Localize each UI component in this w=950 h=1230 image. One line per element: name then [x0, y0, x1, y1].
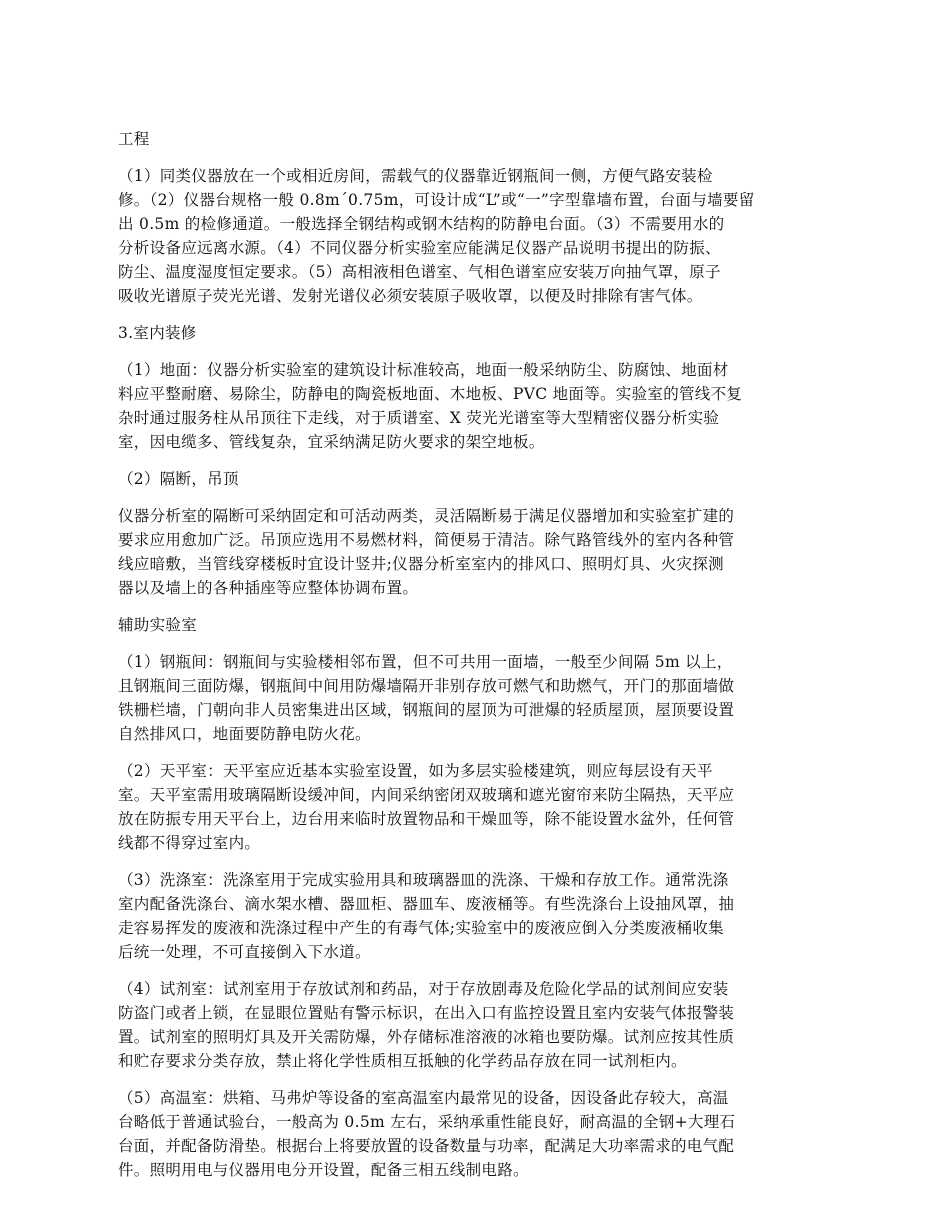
- text-line: （3）洗涤室：洗涤室用于完成实验用具和玻璃器皿的洗涤、干燥和存放工作。通常洗涤: [118, 871, 729, 889]
- text-line: 辅助实验室: [118, 616, 198, 634]
- heading-partition-ceiling: [118, 467, 832, 491]
- text-line: 放在防振专用天平台上，边台用来临时放置物品和干燥皿等，除不能设置水盆外，任何管: [118, 810, 735, 828]
- text-line: 铁栅栏墙，门朝向非人员密集进出区域，钢瓶间的屋顶为可泄爆的轻质屋顶，屋顶要设置: [118, 701, 735, 719]
- heading-engineering: [118, 127, 832, 151]
- text-line: 吸收光谱原子荧光光谱、发射光谱仪必须安装原子吸收罩，以便及时排除有害气体。: [118, 287, 703, 305]
- text-line: （1）钢瓶间：钢瓶间与实验楼相邻布置，但不可共用一面墙，一般至少间隔 5m 以上，: [118, 653, 733, 671]
- text-line: 工程: [118, 130, 150, 148]
- text-line: 仪器分析室的隔断可采纳固定和可活动两类，灵活隔断易于满足仪器增加和实验室扩建的: [118, 507, 735, 525]
- paragraph-balance-room: [118, 759, 832, 855]
- paragraph-reagent-room: [118, 977, 832, 1073]
- text-line: 置。试剂室的照明灯具及开关需防爆，外存储标准溶液的冰箱也要防爆。试剂应按其性质: [118, 1028, 735, 1046]
- text-line: 且钢瓶间三面防爆，钢瓶间中间用防爆墙隔开非别存放可燃气和助燃气，开门的那面墙做: [118, 677, 735, 695]
- text-line: 自然排风口，地面要防静电防火花。: [118, 725, 371, 743]
- text-line: （1）地面：仪器分析实验室的建筑设计标准较高，地面一般采纳防尘、防腐蚀、地面材: [118, 361, 729, 379]
- paragraph-floor: [118, 358, 832, 454]
- paragraph-gas-cylinder-room: [118, 650, 832, 746]
- paragraph-washing-room: [118, 868, 832, 964]
- paragraph-partition: [118, 504, 832, 600]
- text-line: （2）隔断，吊顶: [118, 470, 239, 488]
- text-line: 线应暗敷，当管线穿楼板时宜设计竖井;仪器分析室室内的排风口、照明灯具、火灾探测: [118, 555, 724, 573]
- text-line: 室。天平室需用玻璃隔断设缓冲间，内间采纳密闭双玻璃和遮光窗帘来防尘隔热，天平应: [118, 786, 735, 804]
- heading-interior-decoration: [118, 321, 832, 345]
- text-line: 杂时通过服务柱从吊顶往下走线，对于质谱室、X 荧光光谱室等大型精密仪器分析实验: [118, 409, 720, 427]
- text-line: 要求应用愈加广泛。吊顶应选用不易燃材料，简便易于清洁。除气路管线外的室内各种管: [118, 531, 735, 549]
- text-line: 走容易挥发的废液和洗涤过程中产生的有毒气体;实验室中的废液应倒入分类废液桶收集: [118, 919, 724, 937]
- text-line: 和贮存要求分类存放，禁止将化学性质相互抵触的化学药品存放在同一试剂柜内。: [118, 1052, 687, 1070]
- text-line: （5）高温室：烘箱、马弗炉等设备的室高温室内最常见的设备，因设备此存较大，高温: [118, 1089, 729, 1107]
- text-line: 室，因电缆多、管线复杂，宜采纳满足防火要求的架空地板。: [118, 433, 545, 451]
- text-line: 台略低于普通试验台，一般高为 0.5m 左右，采纳承重性能良好，耐高温的全钢+大理石: [118, 1113, 736, 1131]
- text-line: 分析设备应远离水源。（4）不同仪器分析实验室应能满足仪器产品说明书提出的防振、: [118, 239, 721, 257]
- text-line: 出 0.5m 的检修通道。一般选择全钢结构或钢木结构的防静电台面。（3）不需要用水的: [118, 215, 725, 233]
- text-line: 件。照明用电与仪器用电分开设置，配备三相五线制电路。: [118, 1161, 529, 1179]
- text-line: 台面，并配备防滑垫。根据台上将要放置的设备数量与功率，配满足大功率需求的电气配: [118, 1137, 735, 1155]
- text-line: （1）同类仪器放在一个或相近房间，需载气的仪器靠近钢瓶间一侧，方便气路安装检: [118, 167, 713, 185]
- text-line: 线都不得穿过室内。: [118, 834, 261, 852]
- text-line: 料应平整耐磨、易除尘，防静电的陶瓷板地面、木地板、PVC 地面等。实验室的管线不复: [118, 385, 743, 403]
- text-line: 室内配备洗涤台、滴水架水槽、器皿柜、器皿车、废液桶等。有些洗涤台上设抽风罩，抽: [118, 895, 735, 913]
- paragraph-high-temperature-room: [118, 1086, 832, 1182]
- heading-auxiliary-lab: [118, 613, 832, 637]
- paragraph-instrument-layout: [118, 164, 832, 308]
- text-line: 防盗门或者上锁，在显眼位置贴有警示标识，在出入口有监控设置且室内安装气体报警装: [118, 1004, 735, 1022]
- text-line: （2）天平室：天平室应近基本实验室设置，如为多层实验楼建筑，则应每层设有天平: [118, 762, 713, 780]
- text-line: 后统一处理，不可直接倒入下水道。: [118, 943, 371, 961]
- text-line: （4）试剂室：试剂室用于存放试剂和药品，对于存放剧毒及危险化学品的试剂间应安装: [118, 980, 729, 998]
- text-line: 3.室内装修: [118, 324, 197, 342]
- text-line: 修。（2）仪器台规格一般 0.8m´0.75m，可设计成“L”或“一”字型靠墙布置，台面与墙要留: [118, 191, 755, 209]
- text-line: 器以及墙上的各种插座等应整体协调布置。: [118, 579, 419, 597]
- text-line: 防尘、温度湿度恒定要求。（5）高相液相色谱室、气相色谱室应安装万向抽气罩，原子: [118, 263, 721, 281]
